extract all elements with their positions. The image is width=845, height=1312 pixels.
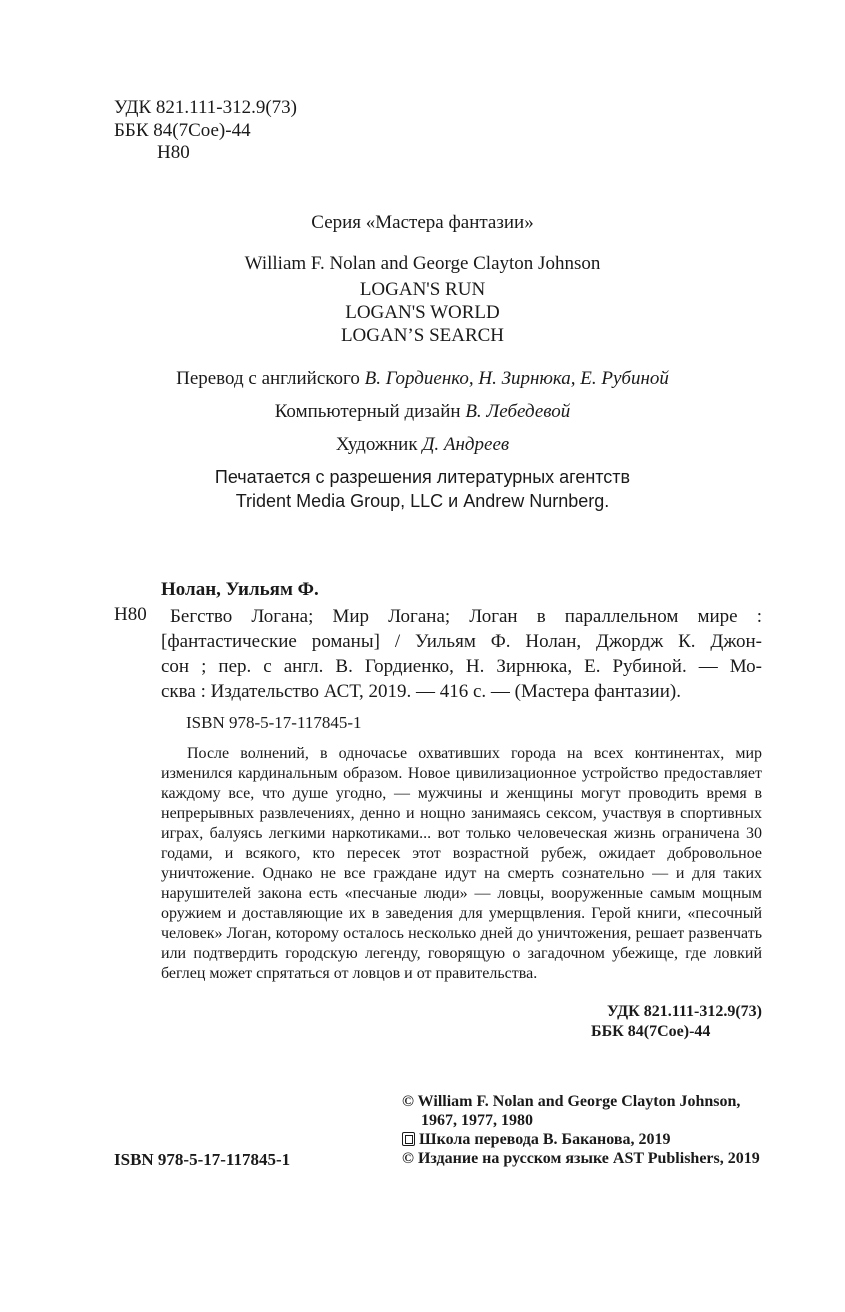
translation-school-seal-icon [402, 1132, 415, 1146]
udk-code: УДК 821.111-312.9(73) [114, 97, 297, 118]
artist-credit [0, 434, 845, 456]
bottom-isbn: ISBN 978-5-17-117845-1 [114, 1150, 291, 1169]
footer-udk: УДК 821.111-312.9(73) [607, 1003, 762, 1020]
copyright-line-1: © William F. Nolan and George Clayton Johnson, [402, 1093, 741, 1110]
record-line: [фантастические романы] / Уильям Ф. Нолан, Джордж К. Джон- [161, 631, 762, 652]
original-title-2: LOGAN'S WORLD [345, 302, 500, 323]
record-author-heading: Нолан, Уильям Ф. [161, 579, 319, 600]
permission-line-2: Trident Media Group, LLC и Andrew Nurnberg. [235, 491, 610, 511]
record-description [170, 604, 762, 629]
series-line: Серия «Мастера фантазии» [311, 212, 534, 233]
designer: В. Лебедевой [465, 401, 571, 422]
translators: В. Гордиенко, Н. Зирнюка, Е. Рубиной [364, 368, 669, 389]
permission-line-1: Печатается с разрешения литературных агентств [214, 467, 631, 487]
record-line: сква : Издательство АСТ, 2019. — 416 с. — (Мастера фантазии). [161, 681, 681, 702]
annotation-text: После волнений, в одночасье охвативших города на всех континентах, мир изменился кардинальным образом. Новое цивилизационное устройство предоставляет каждому все, что душе угодно, — мужчины и женщины могут проводить время в непрерывных развлечениях, денно и нощно занимаясь сексом, участвуя в спортивных играх, балуясь легкими наркотиками... вот только человеческая жизнь ограничена 30 годами, и всякого, кто пересек этот возрастной рубеж, ожидает добровольное уничтожение. Однако не все граждане идут на смерть сознательно — и для таких нарушителей закона есть «песчаные люди» — ловцы, вооруженные самым мощным оружием и доставляющие их в заведения для умерщвления. Герой книги, «песочный человек» Логан, которому осталось несколько дней до уничтожения, решает развенчать или подтвердить городскую легенду, говорящую о загадочном убежище, где ловкий беглец может спрятаться от ловцов и от правительства. [161, 745, 762, 982]
translation-label: Перевод с английского [176, 368, 365, 389]
design-credit [0, 401, 845, 423]
artist: Д. Андреев [422, 434, 510, 455]
copyright-line-4: © Издание на русском языке AST Publishers, 2019 [402, 1150, 760, 1167]
design-label: Компьютерный дизайн [274, 401, 466, 422]
record-isbn: ISBN 978-5-17-117845-1 [186, 713, 362, 732]
footer-bbk: ББК 84(7Сое)-44 [591, 1023, 711, 1040]
copyright-line-3: Школа перевода В. Баканова, 2019 [402, 1131, 671, 1149]
annotation [161, 744, 762, 984]
record-line: Бегство Логана; Мир Логана; Логан в параллельном мире : [170, 606, 762, 627]
original-authors: William F. Nolan and George Clayton Johnson [244, 253, 601, 274]
record-description-cont [161, 629, 762, 704]
copyright-line-2: 1967, 1977, 1980 [421, 1112, 533, 1129]
bbk-code: ББК 84(7Сое)-44 [114, 120, 251, 141]
translation-credit [0, 368, 845, 390]
original-title-1: LOGAN'S RUN [359, 279, 486, 300]
record-mark: Н80 [114, 604, 147, 625]
original-title-3: LOGAN’S SEARCH [340, 325, 505, 346]
artist-label: Художник [335, 434, 423, 455]
author-mark: Н80 [157, 142, 190, 163]
record-line: сон ; пер. с англ. В. Гордиенко, Н. Зирнюка, Е. Рубиной. — Мо- [161, 656, 762, 677]
